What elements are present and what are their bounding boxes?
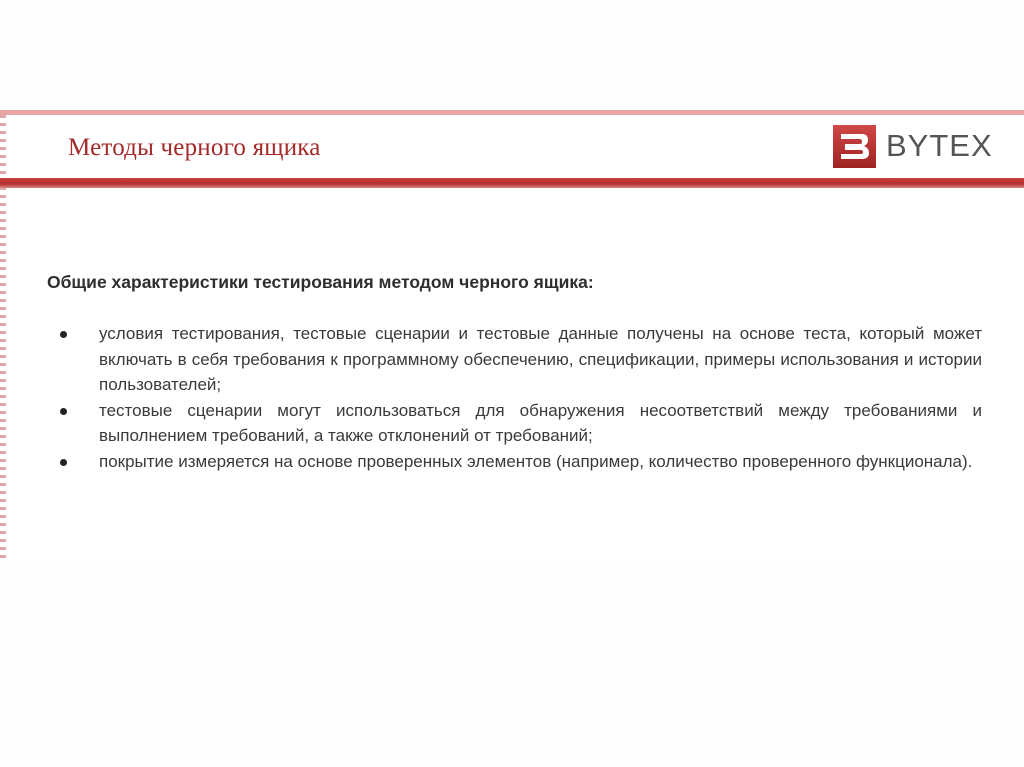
bullet-icon xyxy=(60,408,67,415)
bullet-icon xyxy=(60,331,67,338)
list-item xyxy=(47,321,982,398)
bullet-list xyxy=(47,321,982,474)
bytex-logo-icon xyxy=(833,125,876,168)
bytex-logo xyxy=(833,124,993,168)
list-item-text: тестовые сценарии могут использоваться для обнаружения несоответствий между требованиями и выполнением требований, а также отклонений от требований; xyxy=(99,400,982,445)
content xyxy=(47,272,982,474)
list-item-text: покрытие измеряется на основе проверенных элементов (например, количество проверенного функционала). xyxy=(99,451,973,471)
bullet-icon xyxy=(60,459,67,466)
slide-title: Методы черного ящика xyxy=(68,134,321,161)
header-bar xyxy=(0,178,1024,188)
list-item-text: условия тестирования, тестовые сценарии и тестовые данные получены на основе теста, который может включать в себя требования к программному обеспечению, спецификации, примеры использования и истории пользователей; xyxy=(99,324,982,394)
list-item xyxy=(47,449,982,475)
bytex-logo-text: BYTEX xyxy=(886,128,993,163)
section-heading: Общие характеристики тестирования методом черного ящика: xyxy=(47,272,594,292)
top-rule xyxy=(0,110,1024,115)
list-item xyxy=(47,398,982,449)
slide xyxy=(0,110,1024,560)
